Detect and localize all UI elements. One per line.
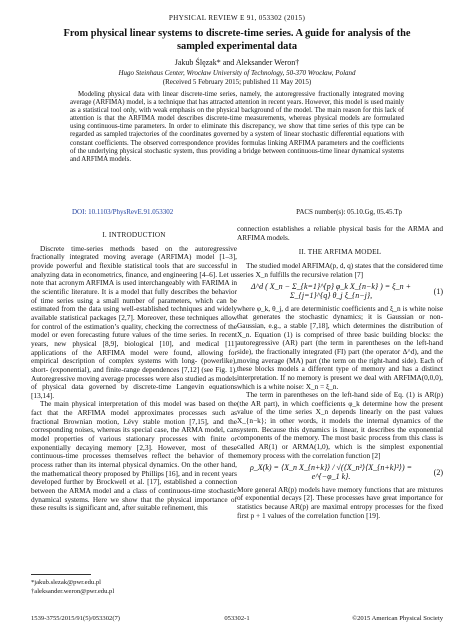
paper-title: From physical linear systems to discrete-time series. A guide for analysis of the sampled experimental data (63, 28, 411, 52)
footnote-rule (31, 574, 91, 575)
intro-paragraph-2: The main physical interpretation of this model was based on the fact that the ARFIMA model approximates processes such as fractional Brownian motion, Lévy stable motion [7,15], and the corresponding noises, whereas its special case, the ARMA model, can model properties of various stationary processes with finite or exponentially decaying memory [2,3]. However, most of these continuous-time processes themselves reflect the behavior of the process rather than its internal physical dynamics. On the other hand, the mathematical theory proposed by Phillips [16], and in recent years developed further by Brockwell et al. [17], established a connection between the ARMA model and a class of continuous-time stochastic dynamical systems. Here we show that the physical importance of these results is significant and, after suitable refinement, this (31, 399, 237, 513)
equation-2-body: ρ_X(k) = ⟨X_n X_{n+k}⟩ / √(⟨X_n²⟩⟨X_{n+k}²⟩) = e^{−φ_1 k}. (249, 463, 413, 482)
left-column (31, 225, 237, 513)
footer-copyright: ©2015 American Physical Society (352, 615, 443, 622)
section-heading-introduction: I. INTRODUCTION (102, 231, 166, 239)
equation-1 (237, 283, 443, 300)
running-head: PHYSICAL REVIEW E 91, 053302 (2015) (168, 14, 306, 22)
doi-link[interactable]: DOI: 10.1103/PhysRevE.91.053302 (72, 208, 174, 216)
arfima-paragraph-2: where φ_k, θ_j, d are deterministic coefficients and ξ_n is white noise that generates the stochastic dynamics; it is Gaussian or non-Gaussian, e.g., a stable [7,18], which determines the distribution of X_n. Equation (1) is comprised of three basic building blocks: the autoregressive (AR) part (the term in parentheses on the left-hand side), the fractionally integrated (FI) part (the operator Δ^d), and the moving average (MA) part (the term on the right-hand side). Each of these blocks models a different type of memory and has a distinct interpretation. If no memory is present we deal with ARFIMA(0,0,0), which is a white noise: X_n = ξ_n. (237, 303, 443, 391)
received-date: (Received 5 February 2015; published 11 May 2015) (162, 78, 312, 86)
author-list: Jakub Ślęzak* and Aleksander Weron† (174, 58, 300, 67)
equation-2-number: (2) (433, 467, 443, 477)
footnote-email-2[interactable]: †aleksander.weron@pwr.edu.pl (31, 588, 115, 595)
footer-issn: 1539-3755/2015/91(5)/053302(7) (31, 615, 121, 622)
right-column (237, 225, 443, 520)
intro-paragraph-1: Discrete time-series methods based on the autoregressive fractionally integrated moving average (ARFIMA) model [1–3], provide powerful and flexible statistical tools that are successful in analyzing data in econometrics, finance, and engineering [4–6]. Let us note that acronym ARFIMA is used interchangeably with FARIMA in the scientific literature. It is a model that fully describes the behavior of time series using a small number of parameters, which can be estimated from the data using well-established techniques and widely available statistical packages [2,7]. Moreover, these techniques allow for control of the estimation’s quality, checking the correctness of the model or even forecasting future values of the time series. In recent years, new physical [8,9], biological [10], and medical [11] applications of the ARFIMA model were found, allowing for empirical description of complex systems with long- (powerlike), short- (exponential), and finite-range dependences [7,12] (see Fig. 1). Autoregressive moving average processes were also studied as models of physical data governed by discrete-time Langevin equations [13,14]. (31, 243, 237, 400)
intro-paragraph-continued: connection establishes a reliable physical basis for the ARMA and ARFIMA models. (237, 224, 443, 242)
pacs-numbers: PACS number(s): 05.10.Gg, 05.45.Tp (296, 208, 402, 216)
equation-2 (237, 464, 443, 481)
arfima-paragraph-3: The term in parentheses on the left-hand side of Eq. (1) is AR(p) (the AR part), in which coefficients φ_k determine how the present value of the time series X_n depends linearly on the past values X_{n−k}; in other words, it models the internal dynamics of the system. Because this dynamics is linear, it describes the exponential components of the memory. The most basic process from this class is called AR(1) or ARMA(1,0), which is the simplest exponential memory process with the correlation function [2] (237, 390, 443, 460)
arfima-paragraph-1: The studied model ARFIMA(p, d, q) states that the considered time series X_n fulfills the recursive relation [7] (237, 260, 443, 279)
arfima-paragraph-4: More general AR(p) models have memory functions that are mixtures of exponential decays [2]. These processes have great importance for statistics because AR(p) are maximal entropy processes for the fixed first p + 1 values of the correlation function [19]. (237, 484, 443, 520)
equation-1-number: (1) (433, 286, 443, 296)
section-heading-arfima: II. THE ARFIMA MODEL (298, 248, 382, 257)
abstract: Modeling physical data with linear discrete-time series, namely, the autoregressive fractionally integrated moving average (ARFIMA) model, is a technique that has attracted attention in recent years. However, this model is used mainly as a statistical tool only, with weak emphasis on the physical background of the model. The main reason for this lack of attention is that the ARFIMA model describes discrete-time measurements, whereas physical models are formulated using continuous-time parameters. In order to eliminate this discrepancy, we show that time series of this type can be regarded as sampled trajectories of the coordinates governed by a system of linear stochastic differential equations with constant coefficients. The observed correspondence provides formulas linking ARFIMA parameters and the coefficients of the underlying physical stochastic system, thus providing a bridge between continuous-time linear dynamical systems and ARFIMA models. (70, 91, 404, 163)
affiliation: Hugo Steinhaus Center, Wrocław University of Technology, 50-370 Wrocław, Poland (118, 69, 356, 77)
footer-page-number: 053302-1 (224, 615, 250, 622)
equation-1-body: Δ^d ( X_n − Σ_{k=1}^{p} φ_k X_{n−k} ) = ξ_n + Σ_{j=1}^{q} θ_j ξ_{n−j}, (251, 282, 411, 300)
footnote-email-1[interactable]: *jakub.slezak@pwr.edu.pl (31, 579, 101, 586)
